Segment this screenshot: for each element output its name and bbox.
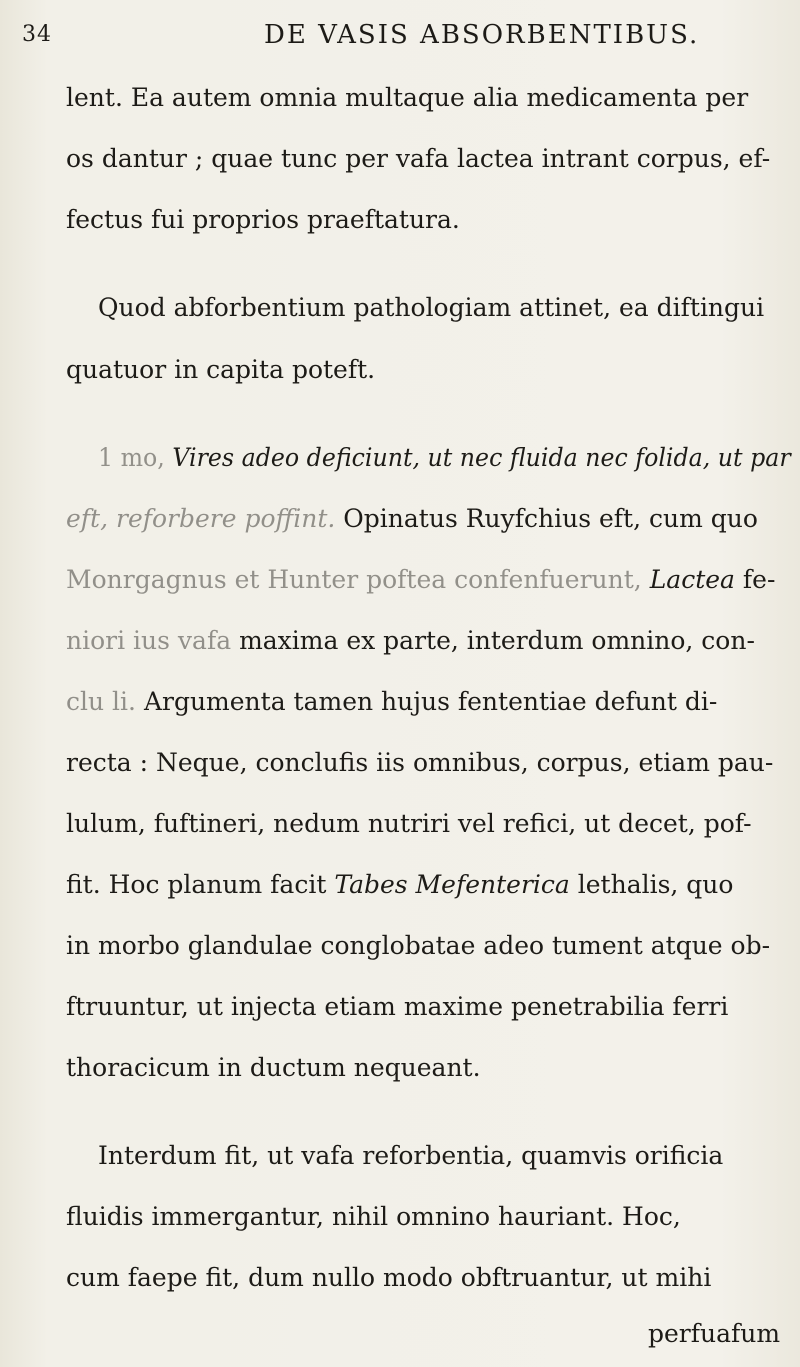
text-line [66,687,717,717]
text-line: Interdum fit, ut vafa reforbentia, quamvis orificia [98,1141,724,1170]
text-line: in morbo glandulae conglobatae adeo tument atque ob- [66,931,771,960]
page-number: 34 [22,22,52,47]
line-rest: maxima ex parte, interdum omnino, con- [239,626,755,655]
text-line [66,626,755,656]
text-line: os dantur ; quae tunc per vafa lactea intrant corpus, ef- [66,144,771,173]
running-title: DE VASIS ABSORBENTIBUS. [264,20,700,50]
text-line: lent. Ea autem omnia multaque alia medicamenta per [66,83,749,112]
line-start: fit. Hoc planum facit [66,870,327,899]
line-lead: 1 mo, [98,443,165,472]
line-start: Monrgagnus et Hunter poftea confenfuerunt, [66,565,642,594]
text-line [66,504,758,534]
page-header [0,18,800,58]
line-start: clu li. [66,687,136,716]
text-line: fluidis immergantur, nihil omnino hauriant. Hoc, [66,1202,681,1231]
text-line [66,565,775,595]
text-line: ftruuntur, ut injecta etiam maxime penetrabilia ferri [66,992,729,1021]
italic-phrase: Lactea [649,565,735,594]
line-start: niori ius vafa [66,626,232,655]
text-line: thoracicum in ductum nequeant. [66,1053,481,1082]
text-line: cum faepe fit, dum nullo modo obftruantur, ut mihi [66,1263,712,1292]
text-line: Quod abforbentium pathologiam attinet, ea diftingui [98,293,765,322]
text-line: recta : Neque, conclufis iis omnibus, corpus, etiam pau- [66,748,774,777]
line-end: lethalis, quo [577,870,734,899]
text-line: fectus fui proprios praeftatura. [66,205,460,234]
line-end: fe- [742,565,776,594]
text-line: lulum, fuftineri, nedum nutriri vel refici, ut decet, pof- [66,809,752,838]
line-rest: Argumenta tamen hujus fententiae defunt di- [143,687,718,716]
text-line [98,443,791,473]
italic-phrase: eft, reforbere poffint. [66,504,336,533]
italic-phrase: Vires adeo deficiunt, ut nec fluida nec folida, ut par [172,443,791,472]
line-rest: Opinatus Ruyfchius eft, cum quo [343,504,758,533]
italic-phrase: Tabes Mefenterica [334,870,570,899]
text-line [66,870,733,900]
catchword: perfuafum [648,1319,781,1348]
text-line: quatuor in capita poteft. [66,355,376,384]
